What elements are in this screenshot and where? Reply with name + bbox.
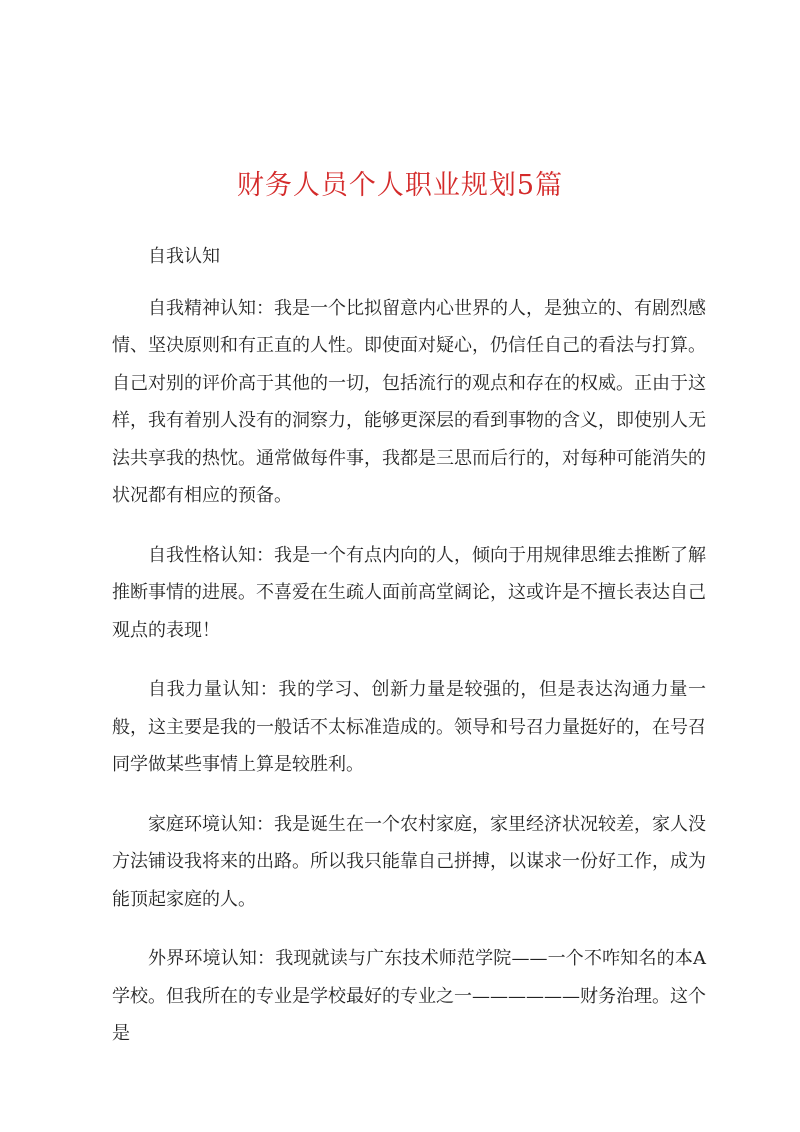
document-title: 财务人员个人职业规划5篇 bbox=[236, 170, 564, 201]
paragraph-ability-awareness: 自我力量认知：我的学习、创新力量是较强的，但是表达沟通力量一般，这主要是我的一般话不太标准造成的。领导和号召力量挺好的，在号召同学做某些事情上算是较胜利。 bbox=[112, 679, 706, 775]
paragraph-spirit-awareness: 自我精神认知：我是一个比拟留意内心世界的人，是独立的、有剧烈感情、坚决原则和有正直的人性。即使面对疑心，仍信任自己的看法与打算。自己对别的评价高于其他的一切，包括流行的观点和存在的权威。正由于这样，我有着别人没有的洞察力，能够更深层的看到事物的含义，即使别人无法共享我的热忱。通常做每件事，我都是三思而后行的，对每种可能消失的状况都有相应的预备。 bbox=[112, 297, 706, 506]
paragraph-family-environment: 家庭环境认知：我是诞生在一个农村家庭，家里经济状况较差，家人没方法铺设我将来的出路。所以我只能靠自己拼搏，以谋求一份好工作，成为能顶起家庭的人。 bbox=[112, 813, 706, 910]
paragraph-external-environment: 外界环境认知：我现就读与广东技术师范学院——一个不咋知名的本A学校。但我所在的专业是学校最好的专业之一——————财务治理。这个是 bbox=[112, 948, 706, 1044]
document-body bbox=[112, 238, 706, 1075]
section-heading-self-awareness: 自我认知 bbox=[148, 246, 220, 267]
paragraph-personality-awareness: 自我性格认知：我是一个有点内向的人，倾向于用规律思维去推断了解推断事情的进展。不喜爱在生疏人面前高堂阔论，这或许是不擅长表达自己观点的表现！ bbox=[112, 544, 706, 641]
